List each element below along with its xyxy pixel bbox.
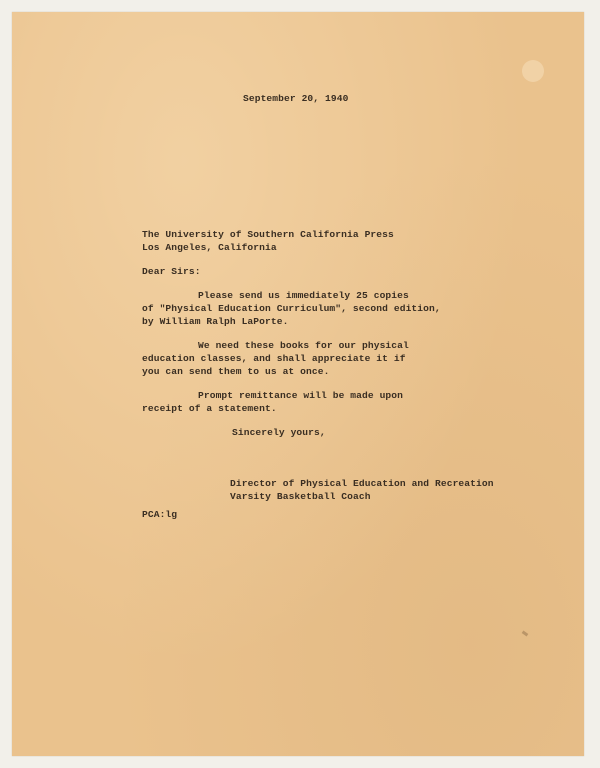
- complimentary-close: Sincerely yours,: [232, 427, 326, 438]
- salutation: Dear Sirs:: [142, 266, 201, 277]
- paragraph-2-line-3: you can send them to us at once.: [142, 366, 330, 377]
- paragraph-2-line-1: We need these books for our physical: [198, 340, 409, 351]
- paragraph-1-line-1: Please send us immediately 25 copies: [198, 290, 409, 301]
- paragraph-3-line-2: receipt of a statement.: [142, 403, 277, 414]
- signature-title-line-1: Director of Physical Education and Recreation: [230, 478, 494, 489]
- reference-initials: PCA:lg: [142, 509, 178, 520]
- signature-title-line-2: Varsity Basketball Coach: [230, 491, 371, 502]
- recipient-line-1: The University of Southern California Press: [142, 229, 394, 240]
- paragraph-2-line-2: education classes, and shall appreciate it if: [142, 353, 406, 364]
- paragraph-1-line-2: of "Physical Education Curriculum", second edition,: [142, 303, 441, 314]
- recipient-line-2: Los Angeles, California: [142, 242, 277, 253]
- letter-paper: [12, 12, 584, 756]
- paragraph-1-line-3: by William Ralph LaPorte.: [142, 316, 289, 327]
- paper-stain: [522, 60, 544, 82]
- letter-date: September 20, 1940: [243, 93, 349, 104]
- paragraph-3-line-1: Prompt remittance will be made upon: [198, 390, 404, 401]
- paper-mark: [522, 631, 529, 637]
